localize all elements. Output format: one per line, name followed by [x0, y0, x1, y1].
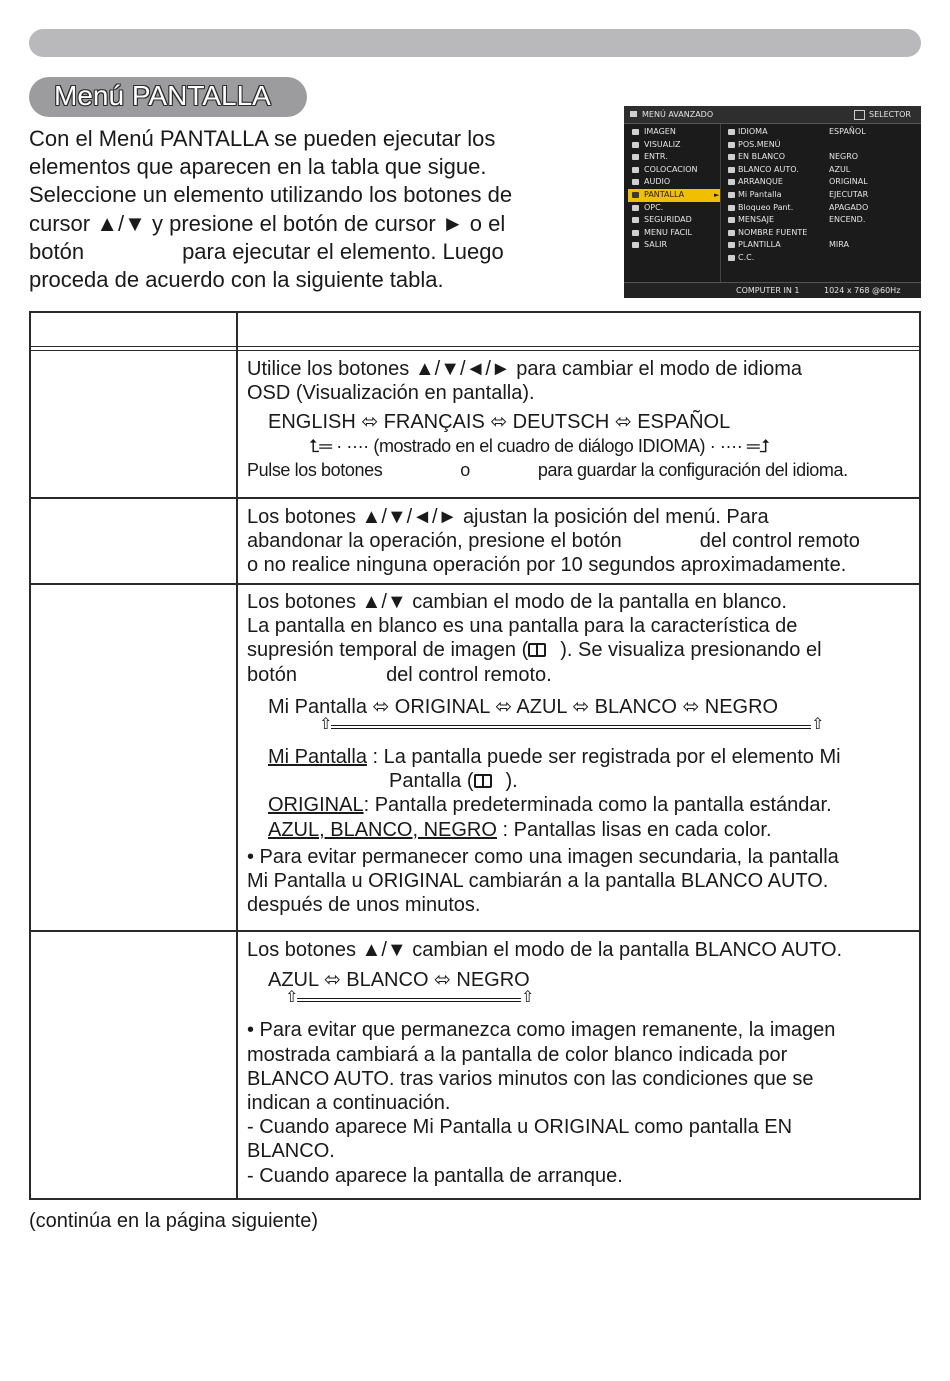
- loop-note-text: · ···· (mostrado en el cuadro de diálogo IDIOMA) · ····: [336, 435, 743, 456]
- submenu-item-icon: [728, 217, 735, 223]
- intro-line: proceda de acuerdo con la siguiente tabla.: [29, 267, 444, 293]
- osd-value: [829, 227, 919, 240]
- osd-signal-info: 1024 x 768 @60Hz: [824, 286, 901, 295]
- osd-submenu-label: C.C.: [738, 252, 755, 262]
- row-divider: [31, 583, 919, 585]
- loop-bar: [297, 998, 521, 1002]
- row-note: indican a continuación.: [247, 1092, 451, 1115]
- row-note: - Cuando aparece Mi Pantalla u ORIGINAL como pantalla EN: [247, 1116, 793, 1139]
- osd-value: MIRA: [829, 240, 849, 250]
- osd-divider: [720, 124, 721, 284]
- row-text-part: ). Se visualiza presionando el: [560, 639, 822, 662]
- auto-blank-cycle: AZUL ⬄ BLANCO ⬄ NEGRO: [268, 969, 530, 992]
- submenu-item-icon: [728, 205, 735, 211]
- continuation-note: (continúa en la página siguiente): [29, 1210, 319, 1232]
- loop-up-arrow-icon: ⇧: [319, 716, 333, 734]
- osd-main-menu: [628, 126, 720, 252]
- section-title: Menú PANTALLA: [54, 80, 271, 111]
- osd-menu-item: [628, 164, 720, 177]
- definition-text: Pantalla (: [389, 770, 474, 793]
- intro-line: Con el Menú PANTALLA se pueden ejecutar los: [29, 126, 496, 151]
- row-text: Los botones ▲/▼/◄/► ajustan la posición del menú. Para: [247, 506, 769, 528]
- table-row-blanco-auto: [247, 938, 917, 1188]
- definition-original: [247, 793, 917, 817]
- row-text-part: abandonar la operación, presione el botón: [247, 530, 622, 553]
- loop-up-arrow-icon: ⇧: [811, 716, 825, 734]
- osd-value: ENCEND.: [829, 215, 866, 225]
- blank-cycle: Mi Pantalla ⬄ ORIGINAL ⬄ AZUL ⬄ BLANCO ⬄ NEGRO: [268, 695, 779, 718]
- osd-submenu-label: Bloqueo Pant.: [738, 202, 794, 212]
- osd-menu-item: [628, 151, 720, 164]
- menu-item-icon: [632, 179, 639, 185]
- osd-submenu-item: [722, 214, 822, 227]
- menu-item-icon: [632, 142, 639, 148]
- loop-left-arrow-icon: ⮤═: [309, 435, 332, 456]
- submenu-item-icon: [728, 142, 735, 148]
- osd-menu-item: [628, 239, 720, 252]
- definition-text: : Pantalla predeterminada como la pantalla estándar.: [363, 794, 832, 817]
- row-text: [247, 529, 917, 553]
- cycle-loop-arrow: [285, 989, 535, 1012]
- definition-mi-pantalla: [247, 745, 917, 769]
- osd-submenu-item: [722, 151, 822, 164]
- loop-up-arrow-icon: ⇧: [285, 989, 299, 1007]
- menu-item-icon: [632, 217, 639, 223]
- row-divider: [31, 497, 919, 499]
- osd-input-source: COMPUTER IN 1: [736, 286, 800, 295]
- osd-submenu-item: [722, 202, 822, 215]
- row-note: después de unos minutos.: [247, 894, 481, 917]
- row-note: - Cuando aparece la pantalla de arranque.: [247, 1164, 623, 1187]
- submenu-item-icon: [728, 154, 735, 160]
- intro-line: elementos que aparecen en la tabla que sigue.: [29, 154, 487, 180]
- term: AZUL, BLANCO, NEGRO: [268, 818, 497, 841]
- osd-menu-label: AUDIO: [644, 177, 671, 187]
- term: Mi Pantalla: [268, 746, 367, 769]
- osd-header: [624, 106, 921, 124]
- row-text-part: o: [460, 459, 470, 480]
- row-text-part: Pulse los botones: [247, 459, 383, 480]
- osd-submenu-item: [722, 126, 822, 139]
- arrow-right-icon: ►: [714, 190, 720, 199]
- row-text-part: del control remoto: [699, 530, 860, 553]
- language-loop-note: [247, 435, 917, 457]
- osd-title: MENÚ AVANZADO: [642, 110, 714, 119]
- osd-submenu-label: NOMBRE FUENTE: [738, 227, 808, 237]
- osd-footer: [624, 282, 921, 298]
- osd-menu-item: [628, 176, 720, 189]
- osd-value: EJECUTAR: [829, 189, 869, 199]
- row-note: BLANCO.: [247, 1140, 335, 1163]
- row-text: Los botones ▲/▼ cambian el modo de la pantalla en blanco.: [247, 591, 787, 613]
- submenu-item-icon: [728, 179, 735, 185]
- osd-value: APAGADO: [829, 202, 869, 212]
- osd-menu-label: ENTR.: [644, 152, 668, 162]
- osd-menu-label: OPC.: [644, 202, 664, 212]
- row-text: Utilice los botones ▲/▼/◄/► para cambiar el modo de idioma: [247, 358, 802, 380]
- row-note: Mi Pantalla u ORIGINAL cambiarán a la pantalla BLANCO AUTO.: [247, 870, 829, 893]
- submenu-item-icon: [728, 242, 735, 248]
- loop-bar: [331, 725, 811, 729]
- intro-line: cursor ▲/▼ y presione el botón de cursor ► o el: [29, 210, 506, 236]
- osd-submenu-label: EN BLANCO: [738, 152, 786, 162]
- osd-menu-item: [628, 214, 720, 227]
- row-text: La pantalla en blanco es una pantalla para la característica de: [247, 615, 798, 638]
- osd-submenu: [722, 126, 822, 265]
- menu-item-icon: [632, 230, 639, 236]
- row-note: mostrada cambiará a la pantalla de color blanco indicada por: [247, 1043, 788, 1066]
- osd-value: AZUL: [829, 164, 851, 174]
- column-divider: [236, 313, 238, 1198]
- top-header-bar: [29, 29, 921, 57]
- osd-value: NEGRO: [829, 152, 859, 162]
- row-text-part: del control remoto.: [386, 663, 552, 686]
- row-text: OSD (Visualización en pantalla).: [247, 382, 535, 405]
- menu-item-icon: [632, 154, 639, 160]
- row-note: BLANCO AUTO. tras varios minutos con las condiciones que se: [247, 1067, 814, 1090]
- book-icon: [528, 643, 546, 657]
- osd-value: ESPAÑOL: [829, 127, 866, 136]
- osd-submenu-label: MENSAJE: [738, 215, 775, 225]
- loop-right-arrow-icon: ═⮥: [746, 435, 770, 456]
- intro-text: botón: [29, 238, 85, 264]
- menu-item-icon: [632, 129, 639, 135]
- submenu-item-icon: [728, 230, 735, 236]
- menu-item-icon: [632, 167, 639, 173]
- osd-submenu-item: [722, 189, 822, 202]
- menu-item-icon: [632, 192, 639, 198]
- osd-submenu-item: [722, 164, 822, 177]
- table-row-idioma: [247, 357, 917, 483]
- menu-item-icon: [632, 205, 639, 211]
- intro-line: [29, 238, 589, 266]
- osd-submenu-item: [722, 239, 822, 252]
- osd-value: ORIGINAL: [829, 177, 868, 187]
- definition-colors: [247, 818, 917, 842]
- osd-menu-item: [628, 126, 720, 139]
- osd-submenu-item: [722, 227, 822, 240]
- osd-submenu-item: [722, 252, 822, 265]
- osd-values: [829, 126, 919, 265]
- definition-text: ).: [505, 770, 518, 793]
- osd-menu-label: SALIR: [644, 240, 668, 250]
- osd-submenu-label: BLANCO AUTO.: [738, 164, 799, 174]
- term: ORIGINAL: [268, 794, 364, 817]
- selector-icon: [854, 110, 865, 120]
- osd-menu-item: [628, 202, 720, 215]
- intro-paragraph: [29, 125, 589, 294]
- osd-menu-label: SEGURIDAD: [644, 215, 692, 225]
- osd-menu-label: VISUALIZ: [644, 139, 681, 149]
- table-row-en-blanco: [247, 590, 917, 917]
- submenu-item-icon: [728, 192, 735, 198]
- osd-submenu-item: [722, 139, 822, 152]
- row-text: [247, 457, 917, 483]
- osd-menu-screenshot: [624, 106, 921, 298]
- table-header-divider: [31, 346, 919, 351]
- loop-up-arrow-icon: ⇧: [521, 989, 535, 1007]
- cycle-loop-arrow: [319, 716, 825, 739]
- definition-text: : La pantalla puede ser registrada por el elemento Mi: [366, 746, 841, 769]
- osd-menu-label: MENU FACIL: [644, 227, 692, 237]
- osd-menu-item: [628, 227, 720, 240]
- row-note: • Para evitar que permanezca como imagen remanente, la imagen: [247, 1019, 836, 1042]
- row-divider: [31, 930, 919, 932]
- language-cycle: ENGLISH ⬄ FRANÇAIS ⬄ DEUTSCH ⬄ ESPAÑOL: [268, 411, 731, 434]
- osd-submenu-label: IDIOMA: [738, 127, 768, 136]
- row-text: Los botones ▲/▼ cambian el modo de la pantalla BLANCO AUTO.: [247, 939, 843, 961]
- definition-text: : Pantallas lisas en cada color.: [496, 818, 772, 841]
- intro-line: Seleccione un elemento utilizando los botones de: [29, 182, 513, 208]
- submenu-item-icon: [728, 255, 735, 261]
- row-note: • Para evitar permanecer como una imagen secundaria, la pantalla: [247, 845, 839, 868]
- row-text: [247, 663, 917, 687]
- intro-text: para ejecutar el elemento. Luego: [182, 238, 504, 264]
- settings-table: [29, 311, 921, 1200]
- osd-submenu-label: Mi Pantalla: [738, 189, 782, 199]
- osd-menu-label: PANTALLA: [644, 189, 685, 199]
- row-text-part: supresión temporal de imagen (: [247, 639, 529, 662]
- book-icon: [474, 774, 492, 788]
- osd-value: [829, 252, 919, 265]
- menu-icon: [630, 111, 637, 117]
- definition-continuation: [247, 769, 917, 793]
- osd-submenu-label: PLANTILLA: [738, 240, 781, 250]
- osd-submenu-label: ARRANQUE: [738, 177, 783, 187]
- osd-menu-item: [628, 139, 720, 152]
- row-text: [247, 638, 917, 662]
- osd-menu-label: IMAGEN: [644, 127, 676, 136]
- osd-menu-label: COLOCACION: [644, 164, 698, 174]
- menu-item-icon: [632, 242, 639, 248]
- osd-value: [829, 139, 919, 152]
- row-text: o no realice ninguna operación por 10 segundos aproximadamente.: [247, 554, 847, 577]
- osd-submenu-label: POS.MENÚ: [738, 139, 781, 149]
- row-text-part: para guardar la configuración del idioma.: [537, 459, 848, 480]
- table-row-pos-menu: [247, 505, 917, 578]
- osd-menu-item-selected: [628, 189, 720, 202]
- submenu-item-icon: [728, 167, 735, 173]
- osd-selector: SELECTOR: [869, 110, 911, 119]
- submenu-item-icon: [728, 129, 735, 135]
- row-text-part: botón: [247, 663, 298, 686]
- osd-submenu-item: [722, 176, 822, 189]
